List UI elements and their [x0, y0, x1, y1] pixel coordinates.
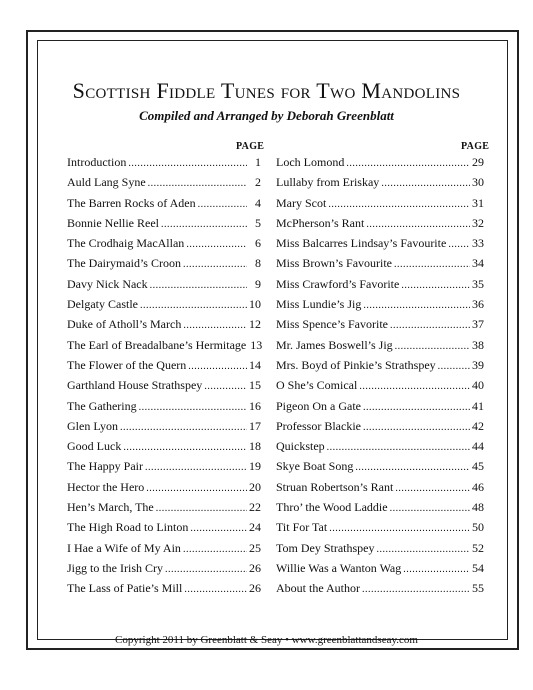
toc-entry-page: 26	[249, 560, 261, 575]
dot-leader	[390, 503, 470, 514]
toc-entry-title: Willie Was a Wanton Wag	[276, 560, 402, 575]
toc-entry	[67, 399, 261, 419]
left-toc-column	[67, 155, 261, 602]
toc-entry	[276, 297, 484, 317]
toc-entry	[276, 175, 484, 195]
toc-entry-page: 1	[255, 155, 261, 169]
toc-entry-title: Thro’ the Wood Laddie	[276, 500, 388, 515]
toc-entry-title: Skye Boat Song	[276, 459, 354, 474]
dot-leader	[161, 219, 247, 230]
toc-entry	[67, 277, 261, 297]
toc-entry-title: The Barren Rocks of Aden	[67, 195, 196, 210]
toc-entry	[67, 581, 261, 601]
toc-entry-title: Lullaby from Eriskay	[276, 175, 380, 190]
toc-entry	[276, 196, 484, 216]
toc-entry	[276, 155, 484, 175]
dot-leader	[204, 381, 247, 392]
toc-entry	[276, 277, 484, 297]
toc-entry-page: 26	[249, 581, 261, 596]
toc-entry-title: Duke of Atholl’s March	[67, 317, 182, 332]
dot-leader	[448, 239, 470, 250]
toc-entry-title: Davy Nick Nack	[67, 276, 148, 291]
toc-entry-title: Mary Scot	[276, 195, 327, 210]
dot-leader	[363, 422, 470, 433]
left-page-header: PAGE	[236, 141, 265, 152]
toc-entry	[276, 378, 484, 398]
toc-entry	[276, 500, 484, 520]
toc-entry-title: Tit For Tat	[276, 520, 328, 535]
right-toc-column	[276, 155, 484, 602]
toc-entry	[67, 196, 261, 216]
toc-entry	[276, 480, 484, 500]
toc-entry	[276, 358, 484, 378]
dot-leader	[198, 199, 247, 210]
toc-entry-page: 5	[255, 215, 261, 230]
toc-entry-page: 14	[249, 357, 261, 372]
dot-leader	[362, 584, 470, 595]
dot-leader	[401, 280, 470, 291]
toc-entry-title: Mrs. Boyd of Pinkie’s Strathspey	[276, 357, 436, 372]
toc-entry-page: 6	[255, 236, 261, 251]
toc-entry	[67, 480, 261, 500]
toc-entry-page: 44	[472, 439, 484, 454]
toc-entry-title: Quickstep	[276, 439, 325, 454]
toc-entry-page: 20	[249, 479, 261, 494]
toc-entry	[67, 175, 261, 195]
toc-entry-page: 34	[472, 256, 484, 271]
toc-entry-title: The High Road to Linton	[67, 520, 189, 535]
toc-entry-title: Mr. James Boswell’s Jig	[276, 337, 393, 352]
toc-entry-page: 12	[249, 317, 261, 332]
dot-leader	[328, 199, 470, 210]
toc-entry-title: The Dairymaid’s Croon	[67, 256, 181, 271]
toc-entry	[67, 297, 261, 317]
toc-entry	[276, 317, 484, 337]
toc-entry-title: Loch Lomond	[276, 155, 345, 169]
dot-leader	[438, 361, 470, 372]
dot-leader	[120, 422, 247, 433]
toc-entry	[276, 236, 484, 256]
toc-entry-page: 18	[249, 439, 261, 454]
toc-entry	[276, 399, 484, 419]
toc-entry-title: Glen Lyon	[67, 418, 118, 433]
book-title: Scottish Fiddle Tunes for Two Mandolins	[72, 78, 461, 103]
toc-entry	[67, 155, 261, 175]
dot-leader	[346, 158, 470, 169]
toc-entry-title: Jigg to the Irish Cry	[67, 560, 163, 575]
toc-entry-title: Delgaty Castle	[67, 297, 138, 312]
toc-entry-title: The Crodhaig MacAllan	[67, 236, 185, 251]
toc-entry-title: The Gathering	[67, 398, 137, 413]
toc-entry	[276, 256, 484, 276]
dot-leader	[329, 523, 470, 534]
toc-entry-page: 54	[472, 560, 484, 575]
toc-entry-page: 15	[249, 378, 261, 393]
dot-leader	[381, 178, 470, 189]
toc-entry-page: 16	[249, 398, 261, 413]
toc-entry-title: Struan Robertson’s Rant	[276, 479, 394, 494]
toc-entry-page: 22	[249, 500, 261, 515]
toc-entry-page: 38	[472, 337, 484, 352]
dot-leader	[183, 544, 247, 555]
toc-entry-title: Professor Blackie	[276, 418, 361, 433]
toc-entry	[276, 439, 484, 459]
toc-entry-title: The Lass of Patie’s Mill	[67, 581, 183, 596]
toc-entry-title: Bonnie Nellie Reel	[67, 215, 159, 230]
toc-entry	[67, 561, 261, 581]
toc-entry-title: The Flower of the Quern	[67, 357, 187, 372]
toc-entry-page: 36	[472, 297, 484, 312]
toc-entry-page: 32	[472, 215, 484, 230]
toc-entry	[276, 338, 484, 358]
toc-entry-page: 37	[472, 317, 484, 332]
dot-leader	[394, 259, 470, 270]
toc-entry	[276, 459, 484, 479]
toc-entry	[67, 378, 261, 398]
toc-entry-page: 46	[472, 479, 484, 494]
toc-entry-title: Miss Balcarres Lindsay’s Favourite	[276, 236, 447, 251]
toc-entry	[67, 459, 261, 479]
toc-entry-page: 10	[249, 297, 261, 312]
toc-entry-page: 2	[255, 175, 261, 190]
toc-entry-title: Introduction	[67, 155, 127, 169]
toc-entry-page: 39	[472, 357, 484, 372]
dot-leader	[183, 259, 247, 270]
toc-entry-page: 19	[249, 459, 261, 474]
dot-leader	[395, 483, 470, 494]
toc-entry	[276, 581, 484, 601]
toc-entry-page: 17	[249, 418, 261, 433]
toc-entry-page: 13	[250, 337, 263, 352]
toc-entry-page: 24	[249, 520, 261, 535]
toc-entry-page: 50	[472, 520, 484, 535]
toc-entry-title: Pigeon On a Gate	[276, 398, 361, 413]
toc-entry	[276, 541, 484, 561]
toc-entry	[67, 338, 261, 358]
toc-entry-title: McPherson’s Rant	[276, 215, 365, 230]
toc-entry-page: 45	[472, 459, 484, 474]
toc-entry-page: 30	[472, 175, 484, 190]
toc-entry-title: Miss Brown’s Favourite	[276, 256, 393, 271]
dot-leader	[183, 320, 247, 331]
toc-entry	[276, 419, 484, 439]
toc-entry	[276, 520, 484, 540]
toc-entry-title: About the Author	[276, 581, 360, 596]
toc-entry	[276, 216, 484, 236]
dot-leader	[184, 584, 247, 595]
toc-entry	[276, 561, 484, 581]
dot-leader	[190, 523, 247, 534]
toc-entry-title: The Happy Pair	[67, 459, 143, 474]
toc-entry-title: Garthland House Strathspey	[67, 378, 203, 393]
toc-entry	[67, 520, 261, 540]
dot-leader	[376, 544, 470, 555]
toc-entry	[67, 500, 261, 520]
toc-entry-title: Hen’s March, The	[67, 500, 154, 515]
dot-leader	[363, 300, 470, 311]
dot-leader	[156, 503, 247, 514]
toc-entry-page: 48	[472, 500, 484, 515]
dot-leader	[355, 462, 470, 473]
dot-leader	[146, 483, 247, 494]
dot-leader	[123, 442, 247, 453]
toc-entry-page: 9	[255, 276, 261, 291]
toc-entry	[67, 358, 261, 378]
dot-leader	[188, 361, 247, 372]
dot-leader	[359, 381, 470, 392]
toc-entry-page: 25	[249, 540, 261, 555]
toc-entry-title: I Hae a Wife of My Ain	[67, 540, 181, 555]
dot-leader	[128, 158, 247, 169]
toc-entry-page: 33	[472, 236, 484, 251]
toc-entry-page: 4	[255, 195, 261, 210]
dot-leader	[390, 320, 470, 331]
toc-entry-title: The Earl of Breadalbane’s Hermitage	[67, 337, 247, 352]
toc-entry-title: Miss Spence’s Favorite	[276, 317, 388, 332]
toc-entry-title: Auld Lang Syne	[67, 175, 146, 190]
toc-entry-page: 52	[472, 540, 484, 555]
toc-entry	[67, 439, 261, 459]
toc-entry-page: 40	[472, 378, 484, 393]
dot-leader	[140, 300, 247, 311]
dot-leader	[366, 219, 470, 230]
toc-entry-title: Miss Crawford’s Favorite	[276, 276, 400, 291]
dot-leader	[186, 239, 247, 250]
toc-entry	[67, 317, 261, 337]
toc-entry-title: Miss Lundie’s Jig	[276, 297, 362, 312]
dot-leader	[139, 402, 247, 413]
copyright-footer: Copyright 2011 by Greenblatt & Seay • www.greenblattandseay.com	[115, 634, 418, 646]
toc-entry-title: Good Luck	[67, 439, 122, 454]
toc-entry-title: O She’s Comical	[276, 378, 358, 393]
dot-leader	[403, 564, 470, 575]
toc-entry-page: 31	[472, 195, 484, 210]
dot-leader	[363, 402, 470, 413]
toc-entry	[67, 216, 261, 236]
right-page-header: PAGE	[461, 141, 490, 152]
toc-entry-page: 29	[472, 155, 484, 169]
toc-entry-page: 41	[472, 398, 484, 413]
toc-entry	[67, 256, 261, 276]
dot-leader	[165, 564, 247, 575]
toc-entry-page: 8	[255, 256, 261, 271]
dot-leader	[150, 280, 247, 291]
toc-entry-page: 55	[472, 581, 484, 596]
dot-leader	[395, 341, 470, 352]
dot-leader	[148, 178, 247, 189]
toc-entry-title: Tom Dey Strathspey	[276, 540, 375, 555]
toc-entry-page: 35	[472, 276, 484, 291]
dot-leader	[145, 462, 247, 473]
book-subtitle: Compiled and Arranged by Deborah Greenblatt	[139, 108, 394, 123]
dot-leader	[327, 442, 470, 453]
toc-entry-title: Hector the Hero	[67, 479, 145, 494]
toc-entry	[67, 541, 261, 561]
toc-entry	[67, 419, 261, 439]
toc-entry	[67, 236, 261, 256]
toc-entry-page: 42	[472, 418, 484, 433]
